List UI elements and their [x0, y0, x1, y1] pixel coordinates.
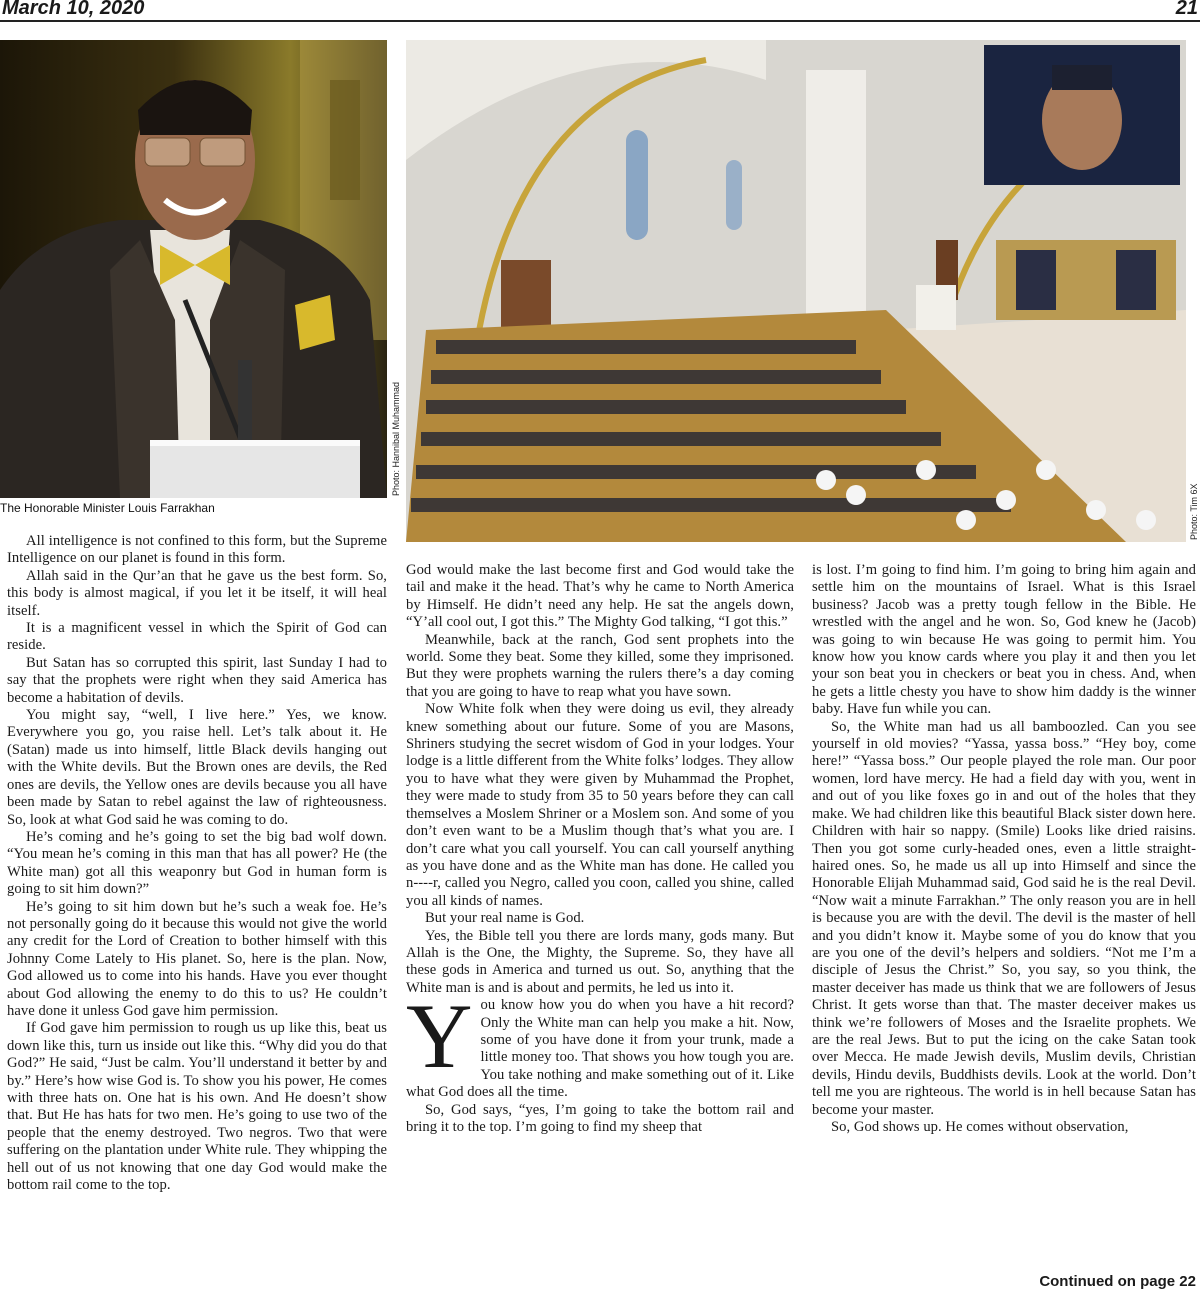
issue-date: March 10, 2020 [2, 0, 145, 19]
paragraph: If God gave him permission to rough us up like this, beat us down like this, turn us inside out like this. “Why did you do that God?” He said, “Just be calm. You’ll understand it better by and by.” Here’s how wise God is. To show you his power, He comes with three hats on. One hat is his own. And He doesn’t show that. But He has hats for two men. He’s going to use two of the people that the enemy destroyed. Two negros. Two that were suffering on the plantation under White rule. They whipping the hell out of us not knowing that one day God would make the bottom rail come to the top. [7, 1020, 387, 1194]
farrakhan-photo [0, 40, 387, 498]
paragraph: Now White folk when they were doing us evil, they already knew something about our future. Some of you are Masons, Shriners studying the secret wisdom of God in your lodges. Your lodge is a little different from the White folks’ lodges. They allow you to have what they were given by Muhammad the Prophet, they were made to study from 35 to 50 years before they can call themselves a Moslem Shriner or a Moslem son. And some of you don’t even want to be a Muslim though that’s what you are. I don’t care what you call yourself. You can call yourself anything as you have done and as the White man has done. He called you n----r, called you Negro, called you coon, called you shine, called you all kinds of names. [406, 701, 794, 909]
paragraph: Yes, the Bible tell you there are lords many, gods many. But Allah is the One, the Mighty, the Supreme. So, they have all these gods in America and turned us out. So, anything that the White man is and is about and permits, he led us into it. [406, 927, 794, 996]
paragraph: Allah said in the Qur’an that he gave us the best form. So, this body is almost magical, if you let it be itself, it will heal itself. [7, 567, 387, 619]
paragraph: God would make the last become first and God would take the tail and make it the head. That’s why he came to North America by Himself. He didn’t need any help. He sat the angels down, “Y’all cool out, I got this.” The Mighty God talking, “I got this.” [406, 562, 794, 631]
paragraph: But your real name is God. [425, 910, 585, 927]
continued-note: Continued on page 22 [1039, 1273, 1196, 1290]
paragraph: All intelligence is not confined to this form, but the Supreme Intelligence on our planet is found in this form. [7, 533, 387, 567]
photo-caption: The Honorable Minister Louis Farrakhan [0, 501, 215, 515]
paragraph: He’s going to sit him down but he’s such a weak foe. He’s not personally going do it because this would not give the world any credit for the Lord of Creation to bother himself with this Johnny Come Lately to His planet. So, here is the plan. Now, God allowed us to come into his hands. Have you ever thought about God allowing the enemy to do this to us? He couldn’t have done it unless God gave him permission. [7, 898, 387, 1019]
paragraph: He’s coming and he’s going to set the big bad wolf down. “You mean he’s coming in this man that has all power? He (the White man) got all this weaponry but God in human form is going to sit him down?” [7, 828, 387, 898]
photo-credit-right: Photo: Tim 6X [1189, 483, 1199, 540]
paragraph: Meanwhile, back at the ranch, God sent prophets into the world. Some they beat. Some they killed, some they imprisoned. But they were prophets warning the rulers there’s a day coming that you are going to have to reap what you have sown. [406, 631, 794, 700]
page-header [0, 0, 1200, 22]
article-column-3 [812, 562, 1196, 1136]
paragraph: So, God says, “yes, I’m going to take the bottom rail and bring it to the top. I’m going to find my sheep that [406, 1101, 794, 1135]
paragraph: So, God shows up. He comes without observation, [831, 1119, 1129, 1135]
paragraph: is lost. I’m going to find him. I’m going to bring him again and settle him on the mountains of Israel. What is this Israel business? Jacob was a pretty tough fellow in the Bible. He wrestled with the angel and he won. So, God knew he (Jacob) was going to win because He was going to permit him. You know how you know cards where you play it and then you let your son beat you in checkers or beat you in chess. And, when he gets a little chesty you have to show him daddy is the winner baby. Have fun while you can. [812, 562, 1196, 718]
paragraph: It is a magnificent vessel in which the Spirit of God can reside. [7, 620, 387, 654]
photo-credit-left: Photo: Hannibal Muhammad [391, 381, 401, 496]
article-column-2 [406, 562, 794, 1136]
dropcap-text: ou know how you do when you have a hit record? Only the White man can help you make a hit. Now, some of you have done it from your trunk, made a little money too. That shows you how tough you are. You take nothing and make something out of it. Like what God does all the time. [406, 997, 794, 1101]
dropcap-paragraph [406, 985, 794, 1101]
mosque-interior-image [406, 40, 1186, 542]
paragraph: But Satan has so corrupted this spirit, last Sunday I had to say that the prophets were right when they said America has become a habitation of devils. [7, 654, 387, 706]
article-column-1 [7, 533, 387, 1194]
paragraph: You might say, “well, I live here.” Yes, we know. Everywhere you go, you raise hell. Let’s talk about it. He (Satan) made us into himself, little Black devils hanging out with the White devils. But the Brown ones are devils, the Red ones are devils, the Yellow ones are devils because you all have been made by Satan to rebel against the law of righteousness. So, look at what God said he was coming to do. [7, 707, 387, 828]
paragraph: So, the White man had us all bamboozled. Can you see yourself in old movies? “Yassa, yassa boss.” “Hey boy, come here!” “Yassa boss.” Our people played the role man. Our poor women, lord have mercy. He had a field day with you, went in and out of you like foxes go in and out of the holes that they make. We had children like this beautiful Black sister down here. Children with hair so nappy. (Smile) Looks like dried raisins. Then you got some curly-headed ones, even a little straight-haired ones. So, he made us all up into Himself and since the Honorable Elijah Muhammad said, God said he is the real Devil. “Now wait a minute Farrakhan.” The only reason you are in hell is because you are with the devil. The devil is the master of hell and you didn’t know it. Maybe some of you do know that you are you one of the devil’s helpers and soldiers. “Not me I’m a disciple of Jesus the Christ.” So, you say, so you think, the master deceiver has made us think that we are followers of Jesus Christ. It gets worse than that. The master deceiver makes us think we’re followers of Moses and the Israelite prophets. We are the real Jews. But to put the icing on the cake Satan took over Mecca. He made Jewish devils, Muslim devils, Christian devils, Hindu devils, Buddhists devils. Look at the world. Don’t tell me you are righteous. The world is in hell because Satan has become your master. [812, 718, 1196, 1118]
farrakhan-photo-image [0, 40, 387, 498]
mosque-interior-photo [406, 40, 1186, 542]
page-number: 21 [1175, 0, 1198, 19]
dropcap-letter: Y [406, 985, 473, 1088]
